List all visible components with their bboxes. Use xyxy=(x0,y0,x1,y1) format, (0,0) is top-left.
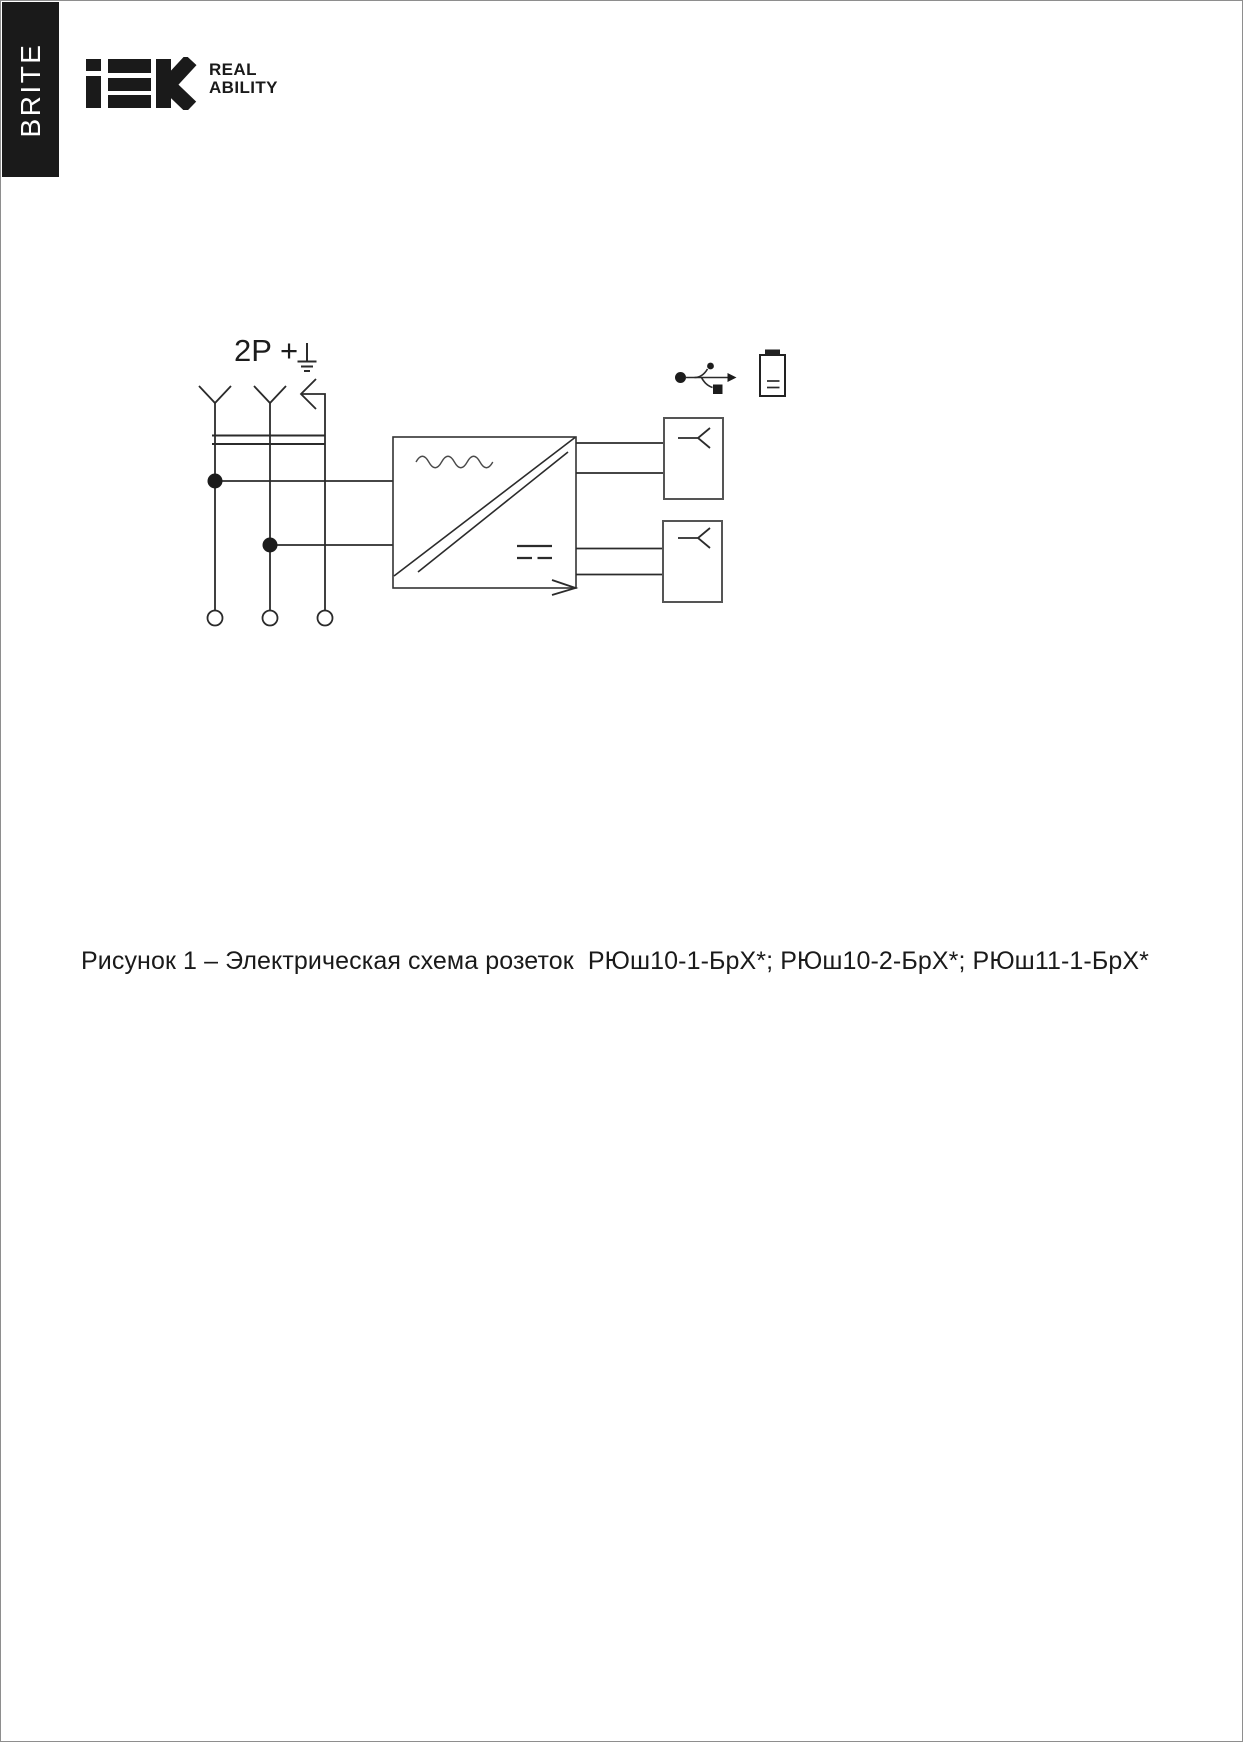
fork-terminal-icon xyxy=(199,386,231,403)
output-wires xyxy=(576,443,664,575)
terminal-busbar xyxy=(212,436,325,445)
input-wires xyxy=(208,474,394,553)
battery-icon xyxy=(760,350,785,397)
brite-sidebar xyxy=(2,2,59,177)
fork-terminal-icon xyxy=(254,386,286,403)
output-socket-1 xyxy=(664,418,723,499)
junction-dot xyxy=(263,538,278,553)
ac-dc-converter-box xyxy=(393,437,576,595)
earth-ground-icon xyxy=(298,343,317,371)
iek-logo-icon xyxy=(85,57,200,110)
input-terminals xyxy=(199,379,333,626)
figure-caption: Рисунок 1 – Электрическая схема розеток РЮш10-1-БрХ*; РЮш10-2-БрХ*; РЮш11-1-БрХ* xyxy=(81,947,1149,975)
tagline-line1: REAL xyxy=(209,60,257,79)
brand-tagline xyxy=(209,61,278,96)
pole-count-label: 2P + xyxy=(234,333,299,368)
electrical-schematic xyxy=(171,281,821,641)
junction-dot xyxy=(208,474,223,489)
output-socket-2 xyxy=(663,521,722,602)
sidebar-label: BRITE xyxy=(14,42,46,137)
tagline-line2: ABILITY xyxy=(209,77,278,97)
usb-trident-icon xyxy=(675,363,737,394)
